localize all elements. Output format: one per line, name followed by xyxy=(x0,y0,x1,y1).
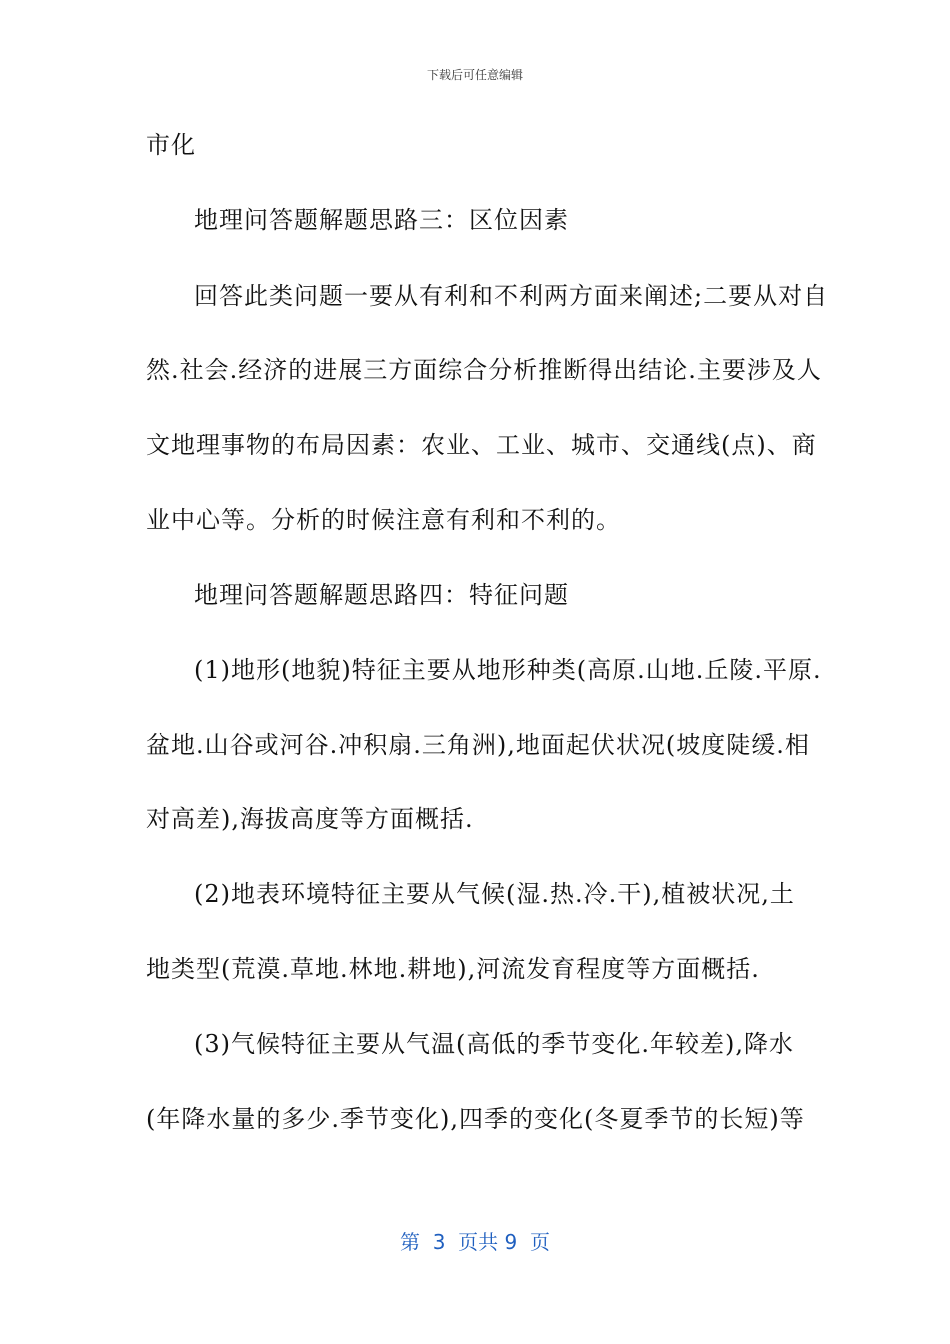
body-line: 回答此类问题一要从有利和不利两方面来阐述;二要从对自 xyxy=(194,282,829,310)
body-line: (2)地表环境特征主要从气候(湿.热.冷.干),植被状况,土 xyxy=(194,880,795,908)
body-line: 对高差),海拔高度等方面概括. xyxy=(146,805,474,833)
body-line: 盆地.山谷或河谷.冲积扇.三角洲),地面起伏状况(坡度陡缓.相 xyxy=(146,731,810,759)
body-line: 文地理事物的布局因素：农业、工业、城市、交通线(点)、商 xyxy=(146,431,817,459)
body-line: 市化 xyxy=(146,131,196,159)
body-line: 地类型(荒漠.草地.林地.耕地),河流发育程度等方面概括. xyxy=(146,955,760,983)
section-heading: 地理问答题解题思路四：特征问题 xyxy=(194,581,569,609)
section-heading: 地理问答题解题思路三：区位因素 xyxy=(194,206,569,234)
body-line: (1)地形(地貌)特征主要从地形种类(高原.山地.丘陵.平原. xyxy=(194,656,822,684)
page-header-note: 下载后可任意编辑 xyxy=(426,68,523,82)
body-line: 然.社会.经济的进展三方面综合分析推断得出结论.主要涉及人 xyxy=(146,356,822,384)
body-line: (3)气候特征主要从气温(高低的季节变化.年较差),降水 xyxy=(194,1030,794,1058)
page-number-footer: 第 3 页共 9 页 xyxy=(400,1230,550,1254)
body-line: 业中心等。分析的时候注意有利和不利的。 xyxy=(146,506,621,534)
body-line: (年降水量的多少.季节变化),四季的变化(冬夏季节的长短)等 xyxy=(146,1105,805,1133)
